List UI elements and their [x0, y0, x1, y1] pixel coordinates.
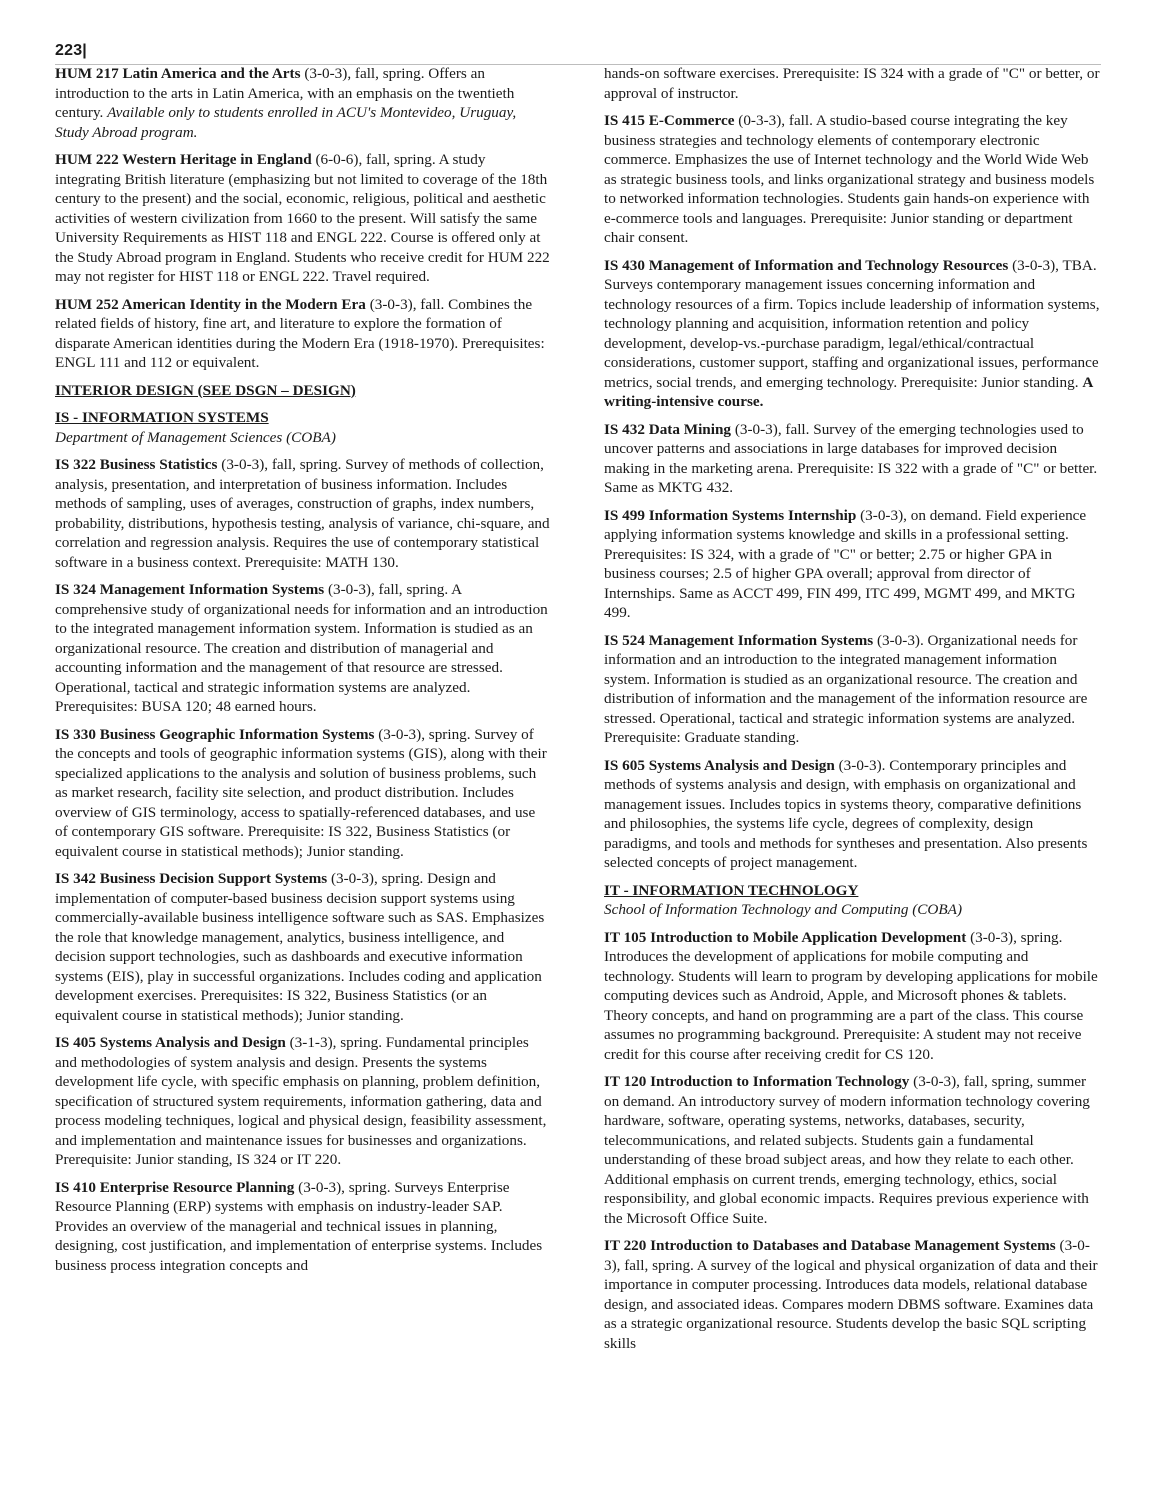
course-title: IS 415 E-Commerce [604, 112, 735, 129]
course-title: IS 324 Management Information Systems [55, 581, 325, 598]
course-description: (3-0-3), spring. Design and implementation of computer-based business decision support systems using commercially-available business intelligence software such as SAS. Emphasizes the role that knowledge management, analytics, business intelligence, and decision support technologies, such as dashboards and executive information systems (EIS), play in successful organizations. Includes coding and application development exercises. Prerequisites: IS 322, Business Statistics (or an equivalent course in statistical methods); Junior standing. [55, 870, 545, 1024]
course-entry-hum-252-american-identity-in-the-modern- [55, 295, 551, 373]
course-description: (3-0-3), fall, spring. A survey of the logical and physical organization of data and their importance in computer processing. Introduces data models, relational database design, and associated ideas. Compares modern DBMS software. Examines data as a strategic organizational resource. Students develop the basic SQL scripting skills [604, 1237, 1098, 1352]
course-entry-continued [604, 64, 1100, 103]
course-title: IS 405 Systems Analysis and Design [55, 1034, 286, 1051]
course-description: (3-0-3), fall, spring. Survey of methods of collection, analysis, presentation, and interpretation of business information. Includes methods of sampling, uses of averages, construction of graphs, index numbers, probability, distributions, hypothesis testing, analysis of variance, chi-square, and correlation and regression analysis. Requires the use of contemporary statistical software in a business context. Prerequisite: MATH 130. [55, 456, 550, 571]
section-department: Department of Management Sciences (COBA) [55, 428, 336, 446]
course-entry-is-415-e-commerce [604, 111, 1100, 248]
section-title: IT - INFORMATION TECHNOLOGY [604, 881, 859, 899]
course-title: IS 432 Data Mining [604, 420, 732, 438]
page-number: 223| [55, 42, 87, 59]
course-entry-is-410-enterprise-resource-planning [55, 1178, 551, 1276]
course-entry-is-324-management-information-systems [55, 580, 551, 717]
course-title: IT 220 Introduction to Databases and Database Management Systems [604, 1237, 1056, 1254]
course-entry-is-405-systems-analysis-and-design [55, 1033, 551, 1170]
course-title: IS 499 Information Systems Internship [604, 506, 857, 524]
course-entry-is-605-systems-analysis-and-design [604, 756, 1100, 873]
right-column [604, 64, 1100, 1361]
course-description: (3-0-3), spring. Survey of the concepts and tools of geographic information systems (GIS), along with their specialized applications to the analysis and solution of business problems, such as market research, facility site selection, and product distribution. Includes overview of GIS terminology, access to spatially-referenced databases, and use of contemporary GIS software. Prerequisite: IS 322, Business Statistics (or equivalent course in statistical methods); Junior standing. [55, 725, 547, 860]
course-entry-is-330-business-geographic-information-s [55, 725, 551, 862]
course-title: A writing-intensive course. [604, 373, 1093, 410]
course-title: IS 342 Business Decision Support Systems [55, 870, 328, 887]
course-title: IS 322 Business Statistics [55, 456, 218, 473]
course-entry-is-342-business-decision-support-systems [55, 869, 551, 1025]
course-entry-it-220-introduction-to-databases-and-dat [604, 1236, 1100, 1353]
course-title: IT 120 Introduction to Information Technology [604, 1073, 910, 1090]
course-description: (3-0-3), on demand. Field experience applying information systems knowledge and skills in a professional setting. Prerequisites: IS 324, with a grade of "C" or better; 2.75 or higher GPA in business courses; 2.5 of higher GPA overall; approval from director of Internships. Same as ACCT 499, FIN 499, ITC 499, MGMT 499, and MKTG 499. [604, 506, 1087, 621]
course-entry-is-322-business-statistics [55, 455, 551, 572]
course-description: (3-1-3), spring. Fundamental principles and methodologies of system analysis and design. Presents the systems development life cycle, with specific emphasis on planning, problem definition, specification of structured system requirements, information gathering, data and process modeling techniques, logical and physical design, feasibility assessment, and implementation and maintenance issues for businesses and organizations. Prerequisite: Junior standing, IS 324 or IT 220. [55, 1034, 547, 1168]
course-entry-is-499-information-systems-internship [604, 506, 1100, 623]
course-description: (3-0-3). Organizational needs for information and an introduction to the integrated management information system. Information is studied as an organizational resource. The creation and distribution of information and the management of the information resource are stressed. Operational, tactical and strategic information systems are analyzed. Prerequisite: Graduate standing. [604, 631, 1088, 746]
course-description: hands-on software exercises. Prerequisite: IS 324 with a grade of "C" or better, or approval of instructor. [604, 65, 1100, 102]
course-description: (3-0-3). Contemporary principles and methods of systems analysis and design, with emphasis on organizational and management issues. Includes topics in systems theory, comparative definitions and philosophies, the systems life cycle, degrees of complexity, design paradigms, and tools and methods for syntheses and presentation. Also presents selected concepts of project management. [604, 756, 1088, 871]
course-description: (6-0-6), fall, spring. A study integrating British literature (emphasizing but not limited to coverage of the 18th century to the present) and the social, economic, religious, political and aesthetic activities of western civilization from 1660 to the present. Will satisfy the same University Requirements as HIST 118 and ENGL 222. Course is offered only at the Study Abroad program in England. Students who receive credit for HUM 222 may not register for HIST 118 or ENGL 222. Travel required. [55, 151, 550, 285]
section-heading [55, 408, 551, 447]
course-title: IT 105 Introduction to Mobile Application Development [604, 928, 967, 946]
course-entry-it-105-introduction-to-mobile-applicatio [604, 928, 1100, 1065]
course-description: (3-0-3), fall, spring. Offers an introduction to the arts in Latin America, with an emphasis on the twentieth century. [55, 65, 515, 121]
course-title: IS 330 Business Geographic Information Systems [55, 725, 375, 743]
course-title: IS 430 Management of Information and Technology Resources [604, 256, 1009, 274]
course-description: (0-3-3), fall. A studio-based course integrating the key business strategies and technology elements of contemporary electronic commerce. Emphasizes the use of Internet technology and the World Wide Web as strategic business tools, and links organizational strategy and business models to networked information technologies. Students gain hands-on experience with e-commerce tools and languages. Prerequisite: Junior standing or department chair consent. [604, 112, 1095, 246]
course-description: (3-0-3), fall, spring. A comprehensive study of organizational needs for information and an introduction to the integrated management information system. Information is studied as an organizational resource. The creation and distribution of managerial and accounting information and the management of that resource are stressed. Operational, tactical and strategic information systems are analyzed. Prerequisites: BUSA 120; 48 earned hours. [55, 581, 548, 715]
course-description: (3-0-3), TBA. Surveys contemporary management issues concerning information and technology resources of a firm. Topics include leadership of information systems, technology planning and acquisition, information retention and policy development, develop-vs.-purchase paradigm, legal/ethical/contractual considerations, customer support, staffing and organizational issues, performance metrics, social trends, and emerging technology. Prerequisite: Junior standing. [604, 256, 1100, 391]
course-entry-is-524-management-information-systems [604, 631, 1100, 748]
section-heading [604, 881, 1100, 920]
course-description: (3-0-3), spring. Introduces the development of applications for mobile computing and technology. Students will learn to program by developing applications for mobile computing devices such as Android, Apple, and Microsoft phones & tablets. Theory concepts, and hand on programming are a part of the class. This course assumes no programming background. Prerequisite: A student may not receive credit for this course after receiving credit for CS 120. [604, 928, 1098, 1063]
course-description: (3-0-3), fall. Combines the related fields of history, fine art, and literature to explore the formation of disparate American identities during the Modern Era (1918-1970). Prerequisites: ENGL 111 and 112 or equivalent. [55, 295, 545, 371]
course-description: (3-0-3), fall. Survey of the emerging technologies used to uncover patterns and associations in large databases for improved decision making in the marketing arena. Prerequisite: IS 322 with a grade of "C" or better. Same as MKTG 432. [604, 420, 1098, 496]
course-description: (3-0-3), fall, spring, summer on demand. An introductory survey of modern information technology covering hardware, software, operating systems, networks, databases, security, telecommunications, and related subjects. Students gain a fundamental understanding of these broad subject areas, and how they relate to each other. Additional emphasis on current trends, emerging technology, ethics, social responsibility, and global economic impacts. Requires previous experience with the Microsoft Office Suite. [604, 1073, 1090, 1227]
course-description: (3-0-3), spring. Surveys Enterprise Resource Planning (ERP) systems with emphasis on industry-leader SAP. Provides an overview of the managerial and technical issues in planning, designing, cost justification, and implementation of enterprise systems. Includes business process integration concepts and [55, 1178, 543, 1274]
course-title: IS 605 Systems Analysis and Design [604, 756, 835, 774]
course-entry-is-430-management-of-information-and-tec [604, 256, 1100, 412]
section-title: INTERIOR DESIGN (SEE DSGN – DESIGN) [55, 381, 356, 399]
course-note: Available only to students enrolled in ACU's Montevideo, Uruguay, Study Abroad program. [55, 104, 517, 141]
section-heading [55, 381, 551, 401]
course-entry-hum-217-latin-america-and-the-arts [55, 64, 551, 142]
course-title: HUM 252 American Identity in the Modern Era [55, 295, 366, 313]
section-title: IS - INFORMATION SYSTEMS [55, 409, 269, 426]
course-entry-is-432-data-mining [604, 420, 1100, 498]
left-column [55, 64, 551, 1283]
section-department: School of Information Technology and Computing (COBA) [604, 901, 963, 918]
course-entry-it-120-introduction-to-information-techn [604, 1072, 1100, 1228]
course-title: IS 410 Enterprise Resource Planning [55, 1178, 295, 1196]
course-title: IS 524 Management Information Systems [604, 631, 874, 649]
course-entry-hum-222-western-heritage-in-england [55, 150, 551, 287]
course-title: HUM 217 Latin America and the Arts [55, 65, 301, 82]
course-title: HUM 222 Western Heritage in England [55, 151, 312, 168]
